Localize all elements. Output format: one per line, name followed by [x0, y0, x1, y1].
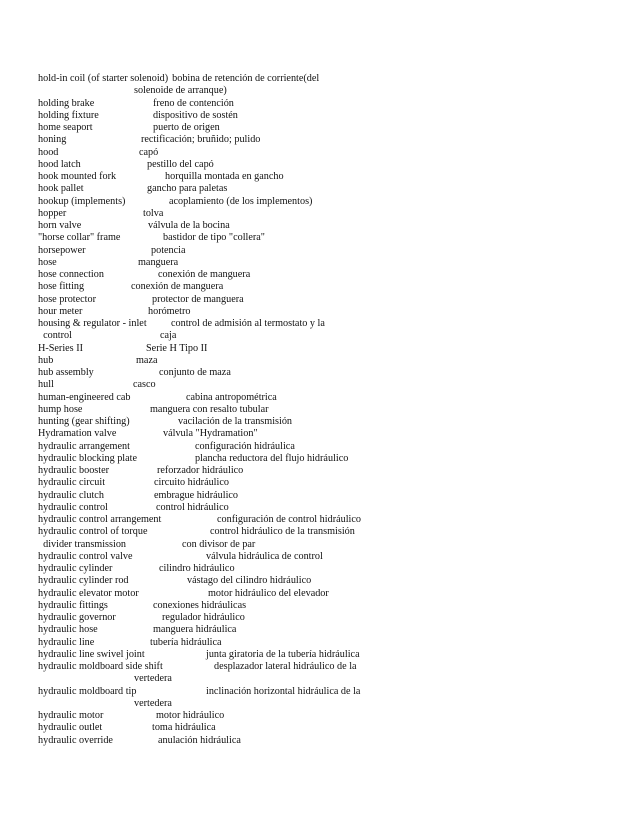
- glossary-translation: válvula de la bocina: [148, 220, 230, 231]
- glossary-entry: [38, 269, 338, 281]
- glossary-translation: dispositivo de sostén: [153, 109, 238, 121]
- glossary-translation: horómetro: [148, 305, 191, 317]
- continuation-term: control: [38, 330, 72, 342]
- glossary-translation: motor hidráulico: [156, 710, 225, 721]
- glossary-term: holding fixture: [38, 109, 99, 121]
- glossary-term: Hydramation valve: [38, 428, 117, 440]
- glossary-continuation: vertedera: [134, 673, 172, 685]
- glossary-term: hold-in coil (of starter solenoid): [38, 73, 169, 84]
- glossary-entry: [38, 245, 338, 257]
- glossary-entry: [38, 575, 338, 587]
- glossary-entry: [38, 661, 357, 673]
- glossary-term: hydraulic fittings: [38, 599, 108, 611]
- continuation-translation: caja: [159, 330, 177, 342]
- glossary-translation: protector de manguera: [152, 293, 244, 305]
- glossary-translation: control hidráulico de la transmisión: [210, 526, 355, 538]
- glossary-entry: [38, 612, 338, 624]
- continuation-translation: con divisor de par: [182, 538, 256, 550]
- glossary-translation: manguera: [138, 256, 179, 268]
- glossary-term: hydraulic arrangement: [38, 440, 130, 452]
- glossary-entry: [38, 159, 338, 171]
- glossary-entry: [38, 220, 338, 232]
- glossary-translation: bobina de retención de corriente(del: [172, 73, 320, 84]
- glossary-entry: [38, 171, 338, 183]
- glossary-entry: [38, 563, 338, 575]
- glossary-entry: [38, 526, 355, 538]
- glossary-term: hydraulic moldboard tip: [38, 685, 137, 697]
- glossary-term: hub assembly: [38, 367, 94, 378]
- glossary-continuation: [38, 539, 338, 551]
- glossary-translation: reforzador hidráulico: [157, 465, 244, 476]
- glossary-term: hydraulic blocking plate: [38, 452, 138, 464]
- glossary-entry: [38, 637, 338, 649]
- glossary-term: hydraulic motor: [38, 710, 104, 721]
- glossary-continuation: solenoide de arranque): [134, 85, 227, 97]
- glossary-term: hydraulic line swivel joint: [38, 648, 145, 660]
- glossary-entry: [38, 428, 338, 440]
- glossary-translation: control de admisión al termostato y la: [171, 318, 325, 329]
- glossary-term: hose: [38, 256, 57, 268]
- glossary-translation: plancha reductora del flujo hidráulico: [195, 452, 349, 464]
- glossary-entry: [38, 441, 338, 453]
- glossary-entry: [38, 122, 338, 134]
- glossary-translation: casco: [133, 379, 156, 391]
- glossary-translation: motor hidráulico del elevador: [208, 587, 329, 599]
- glossary-translation: Serie H Tipo II: [146, 342, 208, 354]
- glossary-entry: [38, 183, 338, 195]
- glossary-translation: anulación hidráulica: [158, 734, 241, 746]
- glossary-entry: [38, 306, 338, 318]
- glossary-term: hydraulic circuit: [38, 477, 106, 489]
- glossary-translation: conexión de manguera: [131, 281, 224, 293]
- glossary-term: hopper: [38, 207, 67, 219]
- glossary-translation: control hidráulico: [156, 501, 229, 513]
- glossary-term: hydraulic moldboard side shift: [38, 661, 163, 672]
- glossary-term: hydraulic elevator motor: [38, 587, 139, 599]
- glossary-translation: regulador hidráulico: [162, 612, 245, 623]
- glossary-term: hydraulic cylinder: [38, 563, 113, 574]
- glossary-entry: [38, 735, 338, 747]
- glossary-entry: [38, 281, 338, 293]
- glossary-entry: [38, 477, 338, 489]
- glossary-term: hydraulic governor: [38, 612, 116, 623]
- glossary-term: human-engineered cab: [38, 391, 131, 403]
- glossary-term: hydraulic control: [38, 501, 108, 513]
- glossary-list: [38, 73, 361, 747]
- glossary-term: hump hose: [38, 403, 83, 415]
- glossary-translation: configuración de control hidráulico: [217, 514, 361, 525]
- glossary-translation: conexión de manguera: [158, 269, 251, 280]
- glossary-term: hydraulic line: [38, 636, 95, 648]
- glossary-term: hydraulic hose: [38, 624, 98, 636]
- continuation-term: divider transmission: [38, 538, 127, 550]
- glossary-entry: [38, 588, 338, 600]
- glossary-term: hour meter: [38, 305, 83, 317]
- glossary-entry: [38, 232, 338, 244]
- glossary-translation: maza: [136, 354, 158, 366]
- glossary-translation: toma hidráulica: [152, 722, 216, 734]
- glossary-translation: junta giratoria de la tubería hidráulica: [206, 648, 360, 660]
- glossary-translation: conjunto de maza: [159, 367, 231, 378]
- glossary-translation: tolva: [143, 207, 164, 219]
- glossary-term: horsepower: [38, 244, 86, 256]
- glossary-term: hookup (implements): [38, 195, 126, 207]
- glossary-translation: acoplamiento (de los implementos): [169, 195, 313, 207]
- glossary-entry: [38, 355, 338, 367]
- glossary-term: hydraulic control valve: [38, 550, 133, 562]
- glossary-entry: [38, 465, 338, 477]
- glossary-translation: desplazador lateral hidráulico de la: [214, 661, 357, 672]
- glossary-term: H-Series II: [38, 342, 83, 354]
- glossary-entry: [38, 600, 338, 612]
- glossary-entry: [38, 147, 338, 159]
- glossary-entry: [38, 514, 361, 526]
- glossary-translation: bastidor de tipo "collera": [163, 232, 265, 244]
- glossary-entry: [38, 452, 349, 465]
- glossary-term: horn valve: [38, 220, 82, 231]
- glossary-term: hood latch: [38, 158, 81, 170]
- glossary-translation: configuración hidráulica: [195, 440, 295, 452]
- glossary-translation: cabina antropométrica: [186, 391, 277, 403]
- glossary-term: hose connection: [38, 269, 104, 280]
- glossary-entry: [38, 257, 338, 269]
- glossary-term: housing & regulator - inlet: [38, 318, 147, 329]
- glossary-term: hydraulic control arrangement: [38, 514, 162, 525]
- glossary-entry: [38, 624, 338, 636]
- glossary-translation: vástago del cilindro hidráulico: [187, 575, 312, 587]
- glossary-entry: [38, 490, 338, 502]
- glossary-entry: [38, 134, 338, 146]
- glossary-entry: [38, 502, 338, 514]
- glossary-entry: [38, 551, 338, 563]
- glossary-term: hunting (gear shifting): [38, 416, 130, 427]
- glossary-translation: capó: [139, 146, 159, 158]
- glossary-continuation: [38, 330, 338, 342]
- glossary-translation: potencia: [151, 244, 186, 256]
- glossary-entry: [38, 73, 338, 85]
- glossary-entry: [38, 196, 338, 208]
- glossary-entry: [38, 367, 338, 379]
- glossary-translation: vacilación de la transmisión: [178, 416, 293, 427]
- glossary-entry: [38, 110, 338, 122]
- glossary-term: hook mounted fork: [38, 171, 117, 182]
- glossary-term: hook pallet: [38, 183, 84, 195]
- glossary-translation: gancho para paletas: [147, 183, 228, 195]
- glossary-translation: manguera con resalto tubular: [150, 403, 269, 415]
- glossary-entry: [38, 392, 338, 404]
- glossary-term: home seaport: [38, 122, 93, 133]
- glossary-translation: manguera hidráulica: [153, 624, 237, 636]
- glossary-entry: [38, 685, 361, 698]
- glossary-term: hull: [38, 379, 54, 391]
- glossary-entry: [38, 648, 360, 661]
- glossary-translation: freno de contención: [153, 97, 234, 109]
- glossary-translation: embrague hidráulico: [154, 489, 239, 501]
- glossary-entry: [38, 318, 338, 330]
- glossary-term: honing: [38, 134, 67, 146]
- glossary-translation: válvula "Hydramation": [163, 428, 258, 440]
- glossary-entry: [38, 294, 338, 306]
- glossary-term: hydraulic clutch: [38, 489, 104, 501]
- glossary-entry: [38, 98, 338, 110]
- glossary-translation: rectificación; bruñido; pulido: [141, 134, 261, 146]
- glossary-translation: cilindro hidráulico: [159, 563, 235, 574]
- glossary-term: hood: [38, 146, 59, 158]
- glossary-term: hose fitting: [38, 281, 85, 293]
- glossary-entry: [38, 710, 338, 722]
- glossary-translation: válvula hidráulica de control: [206, 550, 323, 562]
- glossary-entry: [38, 379, 338, 391]
- glossary-term: hub: [38, 354, 54, 366]
- glossary-entry: [38, 208, 338, 220]
- glossary-translation: horquilla montada en gancho: [165, 171, 284, 182]
- glossary-translation: tubería hidráulica: [150, 636, 222, 648]
- glossary-continuation: vertedera: [134, 697, 172, 709]
- glossary-term: hydraulic outlet: [38, 722, 103, 734]
- glossary-term: hydraulic control of torque: [38, 526, 148, 538]
- glossary-entry: [38, 404, 338, 416]
- glossary-term: holding brake: [38, 97, 95, 109]
- glossary-term: hydraulic booster: [38, 465, 110, 476]
- glossary-term: hydraulic cylinder rod: [38, 575, 129, 587]
- glossary-translation: puerto de origen: [153, 122, 220, 133]
- glossary-translation: inclinación horizontal hidráulica de la: [206, 685, 361, 697]
- glossary-entry: [38, 722, 338, 734]
- glossary-translation: conexiones hidráulicas: [153, 599, 247, 611]
- glossary-entry: [38, 343, 338, 355]
- glossary-entry: [38, 416, 338, 428]
- glossary-term: "horse collar" frame: [38, 232, 121, 244]
- glossary-term: hose protector: [38, 293, 96, 305]
- glossary-term: hydraulic override: [38, 734, 113, 746]
- glossary-translation: pestillo del capó: [147, 158, 214, 170]
- glossary-translation: circuito hidráulico: [154, 477, 229, 489]
